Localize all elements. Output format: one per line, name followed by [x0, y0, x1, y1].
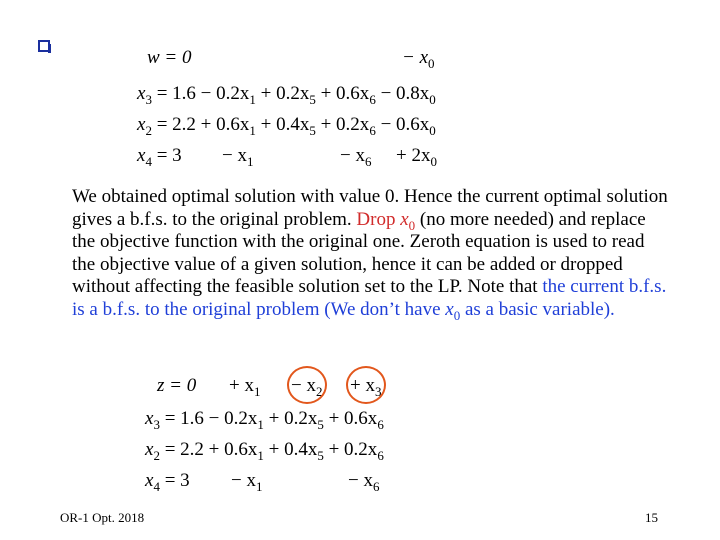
dict1-x4-x1-term: − $x_1$ [222, 145, 254, 169]
bullet-icon [38, 40, 50, 52]
dict1-x4-row: $x_4 = 3$ [137, 145, 182, 169]
dict2-z-x1-term: + $x_1$ [229, 375, 261, 399]
dict2-z-row: z = 0 [157, 375, 197, 396]
drop-text: Drop [356, 208, 401, 230]
footer-label: OR-1 Opt. 2018 [60, 510, 145, 525]
note-text: the current b.f.s. is a b.f.s. to the original problem (We don’t have [72, 276, 667, 320]
dict1-x4-x0-term: + $2x_0$ [396, 145, 437, 169]
highlight-circle-x3 [346, 366, 386, 404]
dict2-x2-row: $x_2 = 2.2 + 0.6x_1 + 0.4x_5 + 0.2x_6$ [145, 439, 384, 463]
dict1-x4-x6-term: − $x_6$ [340, 145, 372, 169]
page-number: 15 [645, 510, 658, 525]
dict1-w-x0: − $x_0$ [402, 47, 435, 71]
dict1-x3-row: $x_3 = 1.6 - 0.2x_1 + 0.2x_5 + 0.6x_6 - 0.8x_0$ [137, 83, 436, 107]
dict2-z-x3-term: + $x_3$ [350, 375, 382, 399]
highlight-circle-x2 [287, 366, 327, 404]
dict2-x3-row: $x_3 = 1.6 - 0.2x_1 + 0.2x_5 + 0.6x_6$ [145, 408, 384, 432]
explanation-paragraph: We obtained optimal solution with value 0. Hence the current optimal solution gives a b.f.s. to the original problem. Drop $x_0$ (no more needed) and replace the objective function with the original one. Zeroth equation is used to read the objective value of a given solution, hence it can be added or dropped without affecting the feasible solution set to the LP. Note that the current b.f.s. is a b.f.s. to the original problem (We don’t have $x_0$ as a basic variable). [72, 186, 668, 323]
dict2-x4-x1-term: − $x_1$ [231, 470, 263, 494]
dict2-x4-row: $x_4 = 3$ [145, 470, 190, 494]
dict2-z-x2-term: − $x_2$ [291, 375, 323, 399]
dict1-x2-row: $x_2 = 2.2 + 0.6x_1 + 0.4x_5 + 0.2x_6 - 0.6x_0$ [137, 114, 436, 138]
dict2-x4-x6-term: − $x_6$ [348, 470, 380, 494]
dict1-w-row: w = 0 [147, 47, 192, 68]
